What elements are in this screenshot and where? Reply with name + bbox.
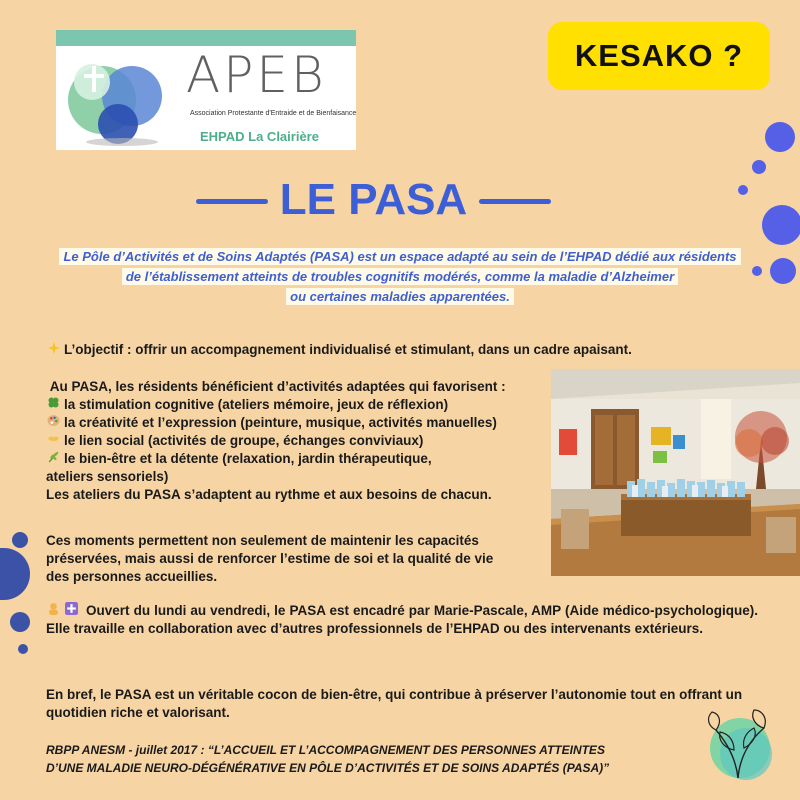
decor-dot [18,644,28,654]
title-block [196,175,551,225]
list-item: la stimulation cognitive (ateliers mémoire, jeux de réflexion) [46,396,546,414]
benefits-adapt: Les ateliers du PASA s’adaptent au rythme et aux besoins de chacun. [46,487,492,502]
reference-citation: RBPP ANESM - juillet 2017 : “L’ACCUEIL ET L’ACCOMPAGNEMENT DES PERSONNES ATTEINTES D’UNE MALADIE NEURO-DÉGÉNÉRATIVE EN PÔLE D’ACTIVITÉS ET DE SOINS ADAPTÉS (PASA)” [46,743,610,775]
palette-icon [46,414,61,432]
leaf-decoration-icon [698,700,778,782]
decor-dot [10,612,30,632]
objective-line [46,341,632,359]
decor-dot [770,258,796,284]
list-item: le bien-être et la détente (relaxation, jardin thérapeutique, [46,450,546,468]
intro-paragraph [40,247,760,307]
logo-emblem-icon [62,52,172,147]
decor-dot [752,160,766,174]
intro-line: ou certaines maladies apparentées. [286,288,514,305]
opening-text: Ouvert du lundi au vendredi, le PASA est encadré par Marie-Pascale, AMP (Aide médico-psychologique). Elle travaille en collaboration avec d’autres professionnels de l’EHPAD ou des intervenants extérieurs. [46,603,758,636]
conclusion-paragraph: En bref, le PASA est un véritable cocon de bien-être, qui contribue à préserver l’autonomie tout en offrant un quotidien riche et valorisant. [46,687,743,720]
herb-icon [46,450,61,468]
list-item: le lien social (activités de groupe, échanges conviviaux) [46,432,546,450]
intro-line: de l’établissement atteints de troubles cognitifs modérés, comme la maladie d’Alzheimer [122,268,678,285]
pasa-room-photo [551,369,800,576]
decor-dot [762,205,800,245]
logo-place: EHPAD La Clairière [200,129,319,144]
list-item-continuation: ateliers sensoriels) [46,469,169,484]
apeb-logo [56,30,356,150]
page-title: LE PASA [279,175,468,224]
kesako-badge: KESAKO ? [548,22,770,90]
benefits-intro: Au PASA, les résidents bénéficient d’activités adaptées qui favorisent : [49,379,506,394]
decor-dot [765,122,795,152]
objective-text: L’objectif : offrir un accompagnement individualisé et stimulant, dans un cadre apaisant. [64,342,632,357]
decor-dot [738,185,748,195]
logo-subtitle: Association Protestante d'Entraide et de Bienfaisance [190,110,357,117]
opening-paragraph [46,602,758,638]
sparkle-icon [46,341,61,359]
intro-line: Le Pôle d’Activités et de Soins Adaptés (PASA) est un espace adapté au sein de l’EHPAD dédié aux résidents [59,248,740,265]
list-item: la créativité et l’expression (peinture, musique, activités manuelles) [46,414,546,432]
medical-icon [64,602,79,620]
moments-paragraph: Ces moments permettent non seulement de maintenir les capacités préservées, mais aussi de renforcer l’estime de soi et la qualité de vie des personnes accueillies. [46,533,494,584]
logo-top-band [56,30,356,46]
decor-dot [0,548,30,600]
decor-dot [12,532,28,548]
handshake-icon [46,432,61,450]
health-worker-icon [46,602,61,620]
logo-name: APEB [186,46,327,104]
benefits-list [46,378,546,504]
clover-icon [46,396,61,414]
